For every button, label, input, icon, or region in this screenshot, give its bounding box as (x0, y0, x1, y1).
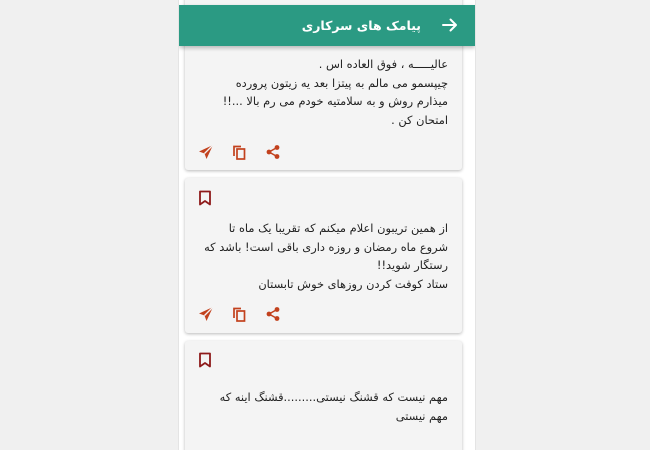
message-actions (197, 305, 287, 323)
send-icon[interactable] (197, 143, 215, 161)
share-icon[interactable] (264, 305, 282, 323)
message-card (185, 341, 462, 450)
message-card (185, 178, 462, 333)
copy-icon[interactable] (230, 143, 248, 161)
page-title: پیامک های سرکاری (301, 18, 421, 33)
message-text: از همین تریبون اعلام میکنم که تقریبا یک ماه تا شروع ماه رمضان و روزه داری باقی است! باشد که رستگار شوید!! ستاد کوفت کردن روزهای خوش تابستان (204, 221, 448, 291)
app-bar (179, 5, 475, 46)
bookmark-icon[interactable] (198, 352, 212, 368)
send-icon[interactable] (197, 305, 215, 323)
message-actions (197, 143, 287, 161)
message-text: عالیـــــه ، فوق العاده اس . چیپسمو می مالم به پیتزا بعد یه زیتون پرورده میذارم روش و به سلامتیه خودم می رم بالا ...!! امتحان کن . (222, 57, 448, 127)
share-icon[interactable] (264, 143, 282, 161)
message-text: مهم نیست که قشنگ نیستی.........قشنگ اینه که مهم نیستی (219, 390, 448, 423)
arrow-right-icon[interactable] (441, 16, 459, 34)
phone-screen (179, 0, 475, 450)
bookmark-icon[interactable] (198, 190, 212, 206)
copy-icon[interactable] (230, 305, 248, 323)
message-list[interactable] (179, 0, 475, 450)
